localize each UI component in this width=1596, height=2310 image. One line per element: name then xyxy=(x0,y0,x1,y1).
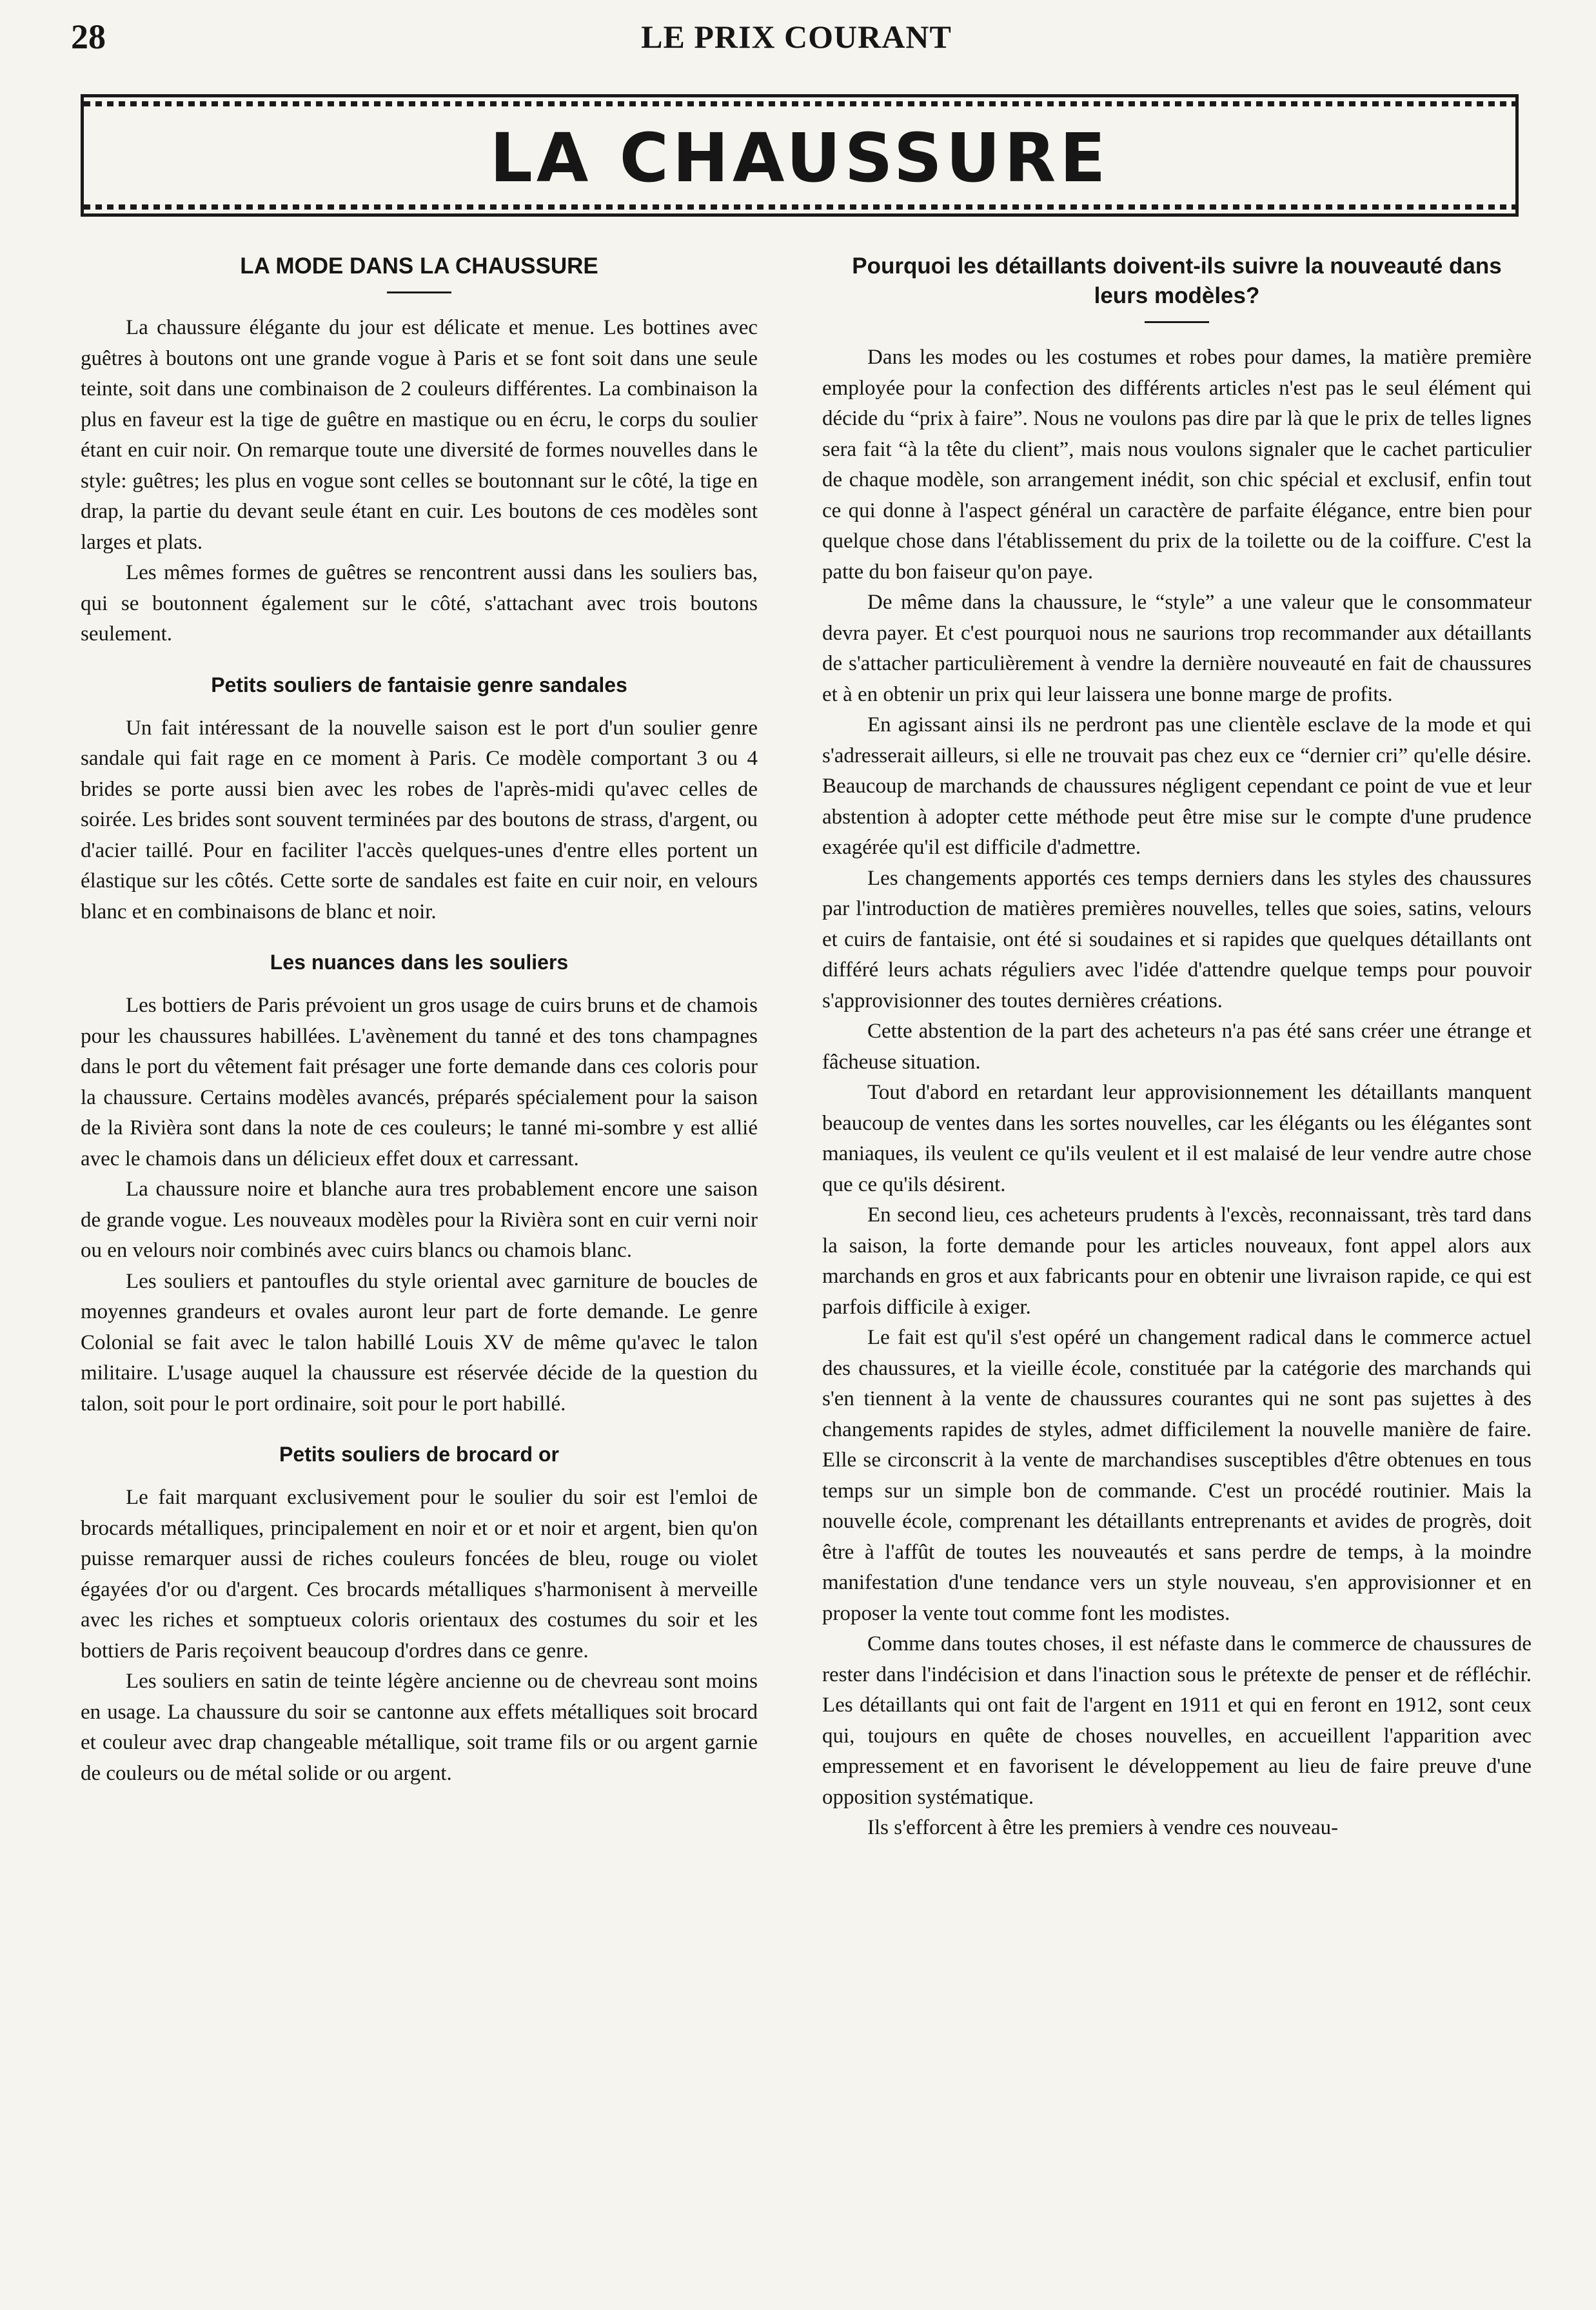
journal-title: LE PRIX COURANT xyxy=(641,19,952,55)
left-article-title: LA MODE DANS LA CHAUSSURE xyxy=(240,253,598,279)
paragraph: Dans les modes ou les costumes et robes pour dames, la matière première employée pour la confection des différents articles n'est pas le seul élément qui décide du “prix à faire”. Nous ne voulons pas dire par là que le prix de telles lignes sera fait “à la tête du client”, mais nous voulons signaler que le cachet particulier de chaque modèle, son arrangement inédit, son chic spécial et exclusif, enfin tout ce qui donne à l'aspect général un caractère de parfaite élégance, entre bien pour quelque chose dans l'établissement du prix de la toilette ou de la coiffure. C'est la patte du bon faiseur qu'on paye. xyxy=(822,346,1532,584)
main-title: LA CHAUSSURE xyxy=(489,119,1110,197)
title-rule xyxy=(1145,321,1209,323)
paragraph: La chaussure noire et blanche aura tres probablement encore une saison de grande vogue. Les nouveaux modèles pour la Rivièra sont en cuir verni noir ou en velours noir combinés avec cuirs blancs ou chamois blanc. xyxy=(81,1178,758,1262)
paragraph: Les bottiers de Paris prévoient un gros usage de cuirs bruns et de chamois pour les chaussures habillées. L'avènement du tanné et des tons champagnes dans le port du vêtement fait présager une forte demande dans ces coloris pour la chaussure. Certains modèles avancés, préparés spécialement pour la saison de la Rivièra sont dans la note de ces couleurs; le tanné mi-sombre y est allié avec le chamois dans un délicieux effet doux et carressant. xyxy=(81,994,758,1170)
page-number: 28 xyxy=(71,17,106,56)
title-frame xyxy=(81,94,1519,217)
right-article-title: Pourquoi les détaillants doivent-ils suivre la nouveauté dans leurs modèles? xyxy=(852,253,1502,308)
right-column xyxy=(822,252,1532,1844)
paragraph: En second lieu, ces acheteurs prudents à l'excès, reconnaissant, très tard dans la saison, la forte demande pour les articles nouveaux, font appel alors aux marchands en gros et aux fabricants pour en obtenir une livraison rapide, ce qui est parfois difficile à exiger. xyxy=(822,1203,1532,1319)
paragraph: Les souliers et pantoufles du style oriental avec garniture de boucles de moyennes grandeurs et ovales auront leur part de forte demande. Le genre Colonial se fait avec le talon habillé Louis XV de même qu'avec le talon militaire. L'usage auquel la chaussure est réservée décide de la question du talon, soit pour le port ordinaire, soit pour le port habillé. xyxy=(81,1269,758,1416)
paragraph: Ils s'efforcent à être les premiers à vendre ces nouveau- xyxy=(867,1816,1339,1839)
paragraph: Les mêmes formes de guêtres se rencontrent aussi dans les souliers bas, qui se boutonnent également sur le côté, s'attachant avec trois boutons seulement. xyxy=(81,561,758,646)
paragraph: Cette abstention de la part des acheteurs n'a pas été sans créer une étrange et fâcheuse situation. xyxy=(822,1020,1532,1074)
paragraph: Comme dans toutes choses, il est néfaste dans le commerce de chaussures de rester dans l'indécision et dans l'inaction sous le prétexte de penser et de réfléchir. Les détaillants qui ont fait de l'argent en 1911 et qui en feront en 1912, sont ceux qui, toujours en quête de choses nouvelles, en accueillent l'apparition avec empressement et en favorisent le développement au lieu de faire preuve d'une opposition systématique. xyxy=(822,1632,1532,1809)
section-heading: Petits souliers de fantaisie genre sandales xyxy=(211,673,627,696)
paragraph: Les souliers en satin de teinte légère ancienne ou de chevreau sont moins en usage. La chaussure du soir se cantonne aux effets métalliques soit brocard et couleur avec drap changeable métallique, soit trame fils or ou argent garnie de couleurs ou de métal solide or ou argent. xyxy=(81,1670,758,1785)
paragraph: Le fait est qu'il s'est opéré un changement radical dans le commerce actuel des chaussures, et la vieille école, constituée par la catégorie des marchands qui s'en tiennent à la vente de chaussures courantes qui ne sont pas sujettes à des changements rapides de styles, admet difficilement la nouvelle manière de faire. Elle se circonscrit à la vente de marchandises susceptibles d'être obtenues en tous temps sur un simple bon de commande. C'est un procédé routinier. Mais la nouvelle école, comprenant les détaillants entreprenants et avides de progrès, doit être à l'affût de toutes les nouveautés et sans perdre de temps, à la moindre manifestation d'une tendance vers un style nouveau, s'en approvisionner et en proposer la vente tout comme font les modistes. xyxy=(822,1326,1532,1625)
paragraph: Le fait marquant exclusivement pour le soulier du soir est l'emloi de brocards métalliques, principalement en noir et or et noir et argent, bien qu'on puisse remarquer aussi de riches couleurs foncées de bleu, rouge ou violet égayées d'or ou d'argent. Ces brocards métalliques s'harmonisent à merveille avec les riches et somptueux coloris orientaux des costumes du soir et les bottiers de Paris reçoivent beaucoup d'ordres dans ce genre. xyxy=(81,1486,758,1663)
paragraph: De même dans la chaussure, le “style” a une valeur que le consommateur devra payer. Et c'est pourquoi nous ne saurions trop recommander aux détaillants de s'attacher particulièrement à vendre la dernière nouveauté en fait de chaussures et à en obtenir un prix qui leur laissera une bonne marge de profits. xyxy=(822,591,1532,706)
paragraph: En agissant ainsi ils ne perdront pas une clientèle esclave de la mode et qui s'adresserait ailleurs, si elle ne trouvait pas chez eux ce “dernier cri” qu'elle désire. Beaucoup de marchands de chaussures négligent cependant ce point de vue et leur abstention à adopter cette méthode peut être mise sur le compte d'une prudence exagérée qu'il est difficile d'admettre. xyxy=(822,713,1532,859)
section-heading: Les nuances dans les souliers xyxy=(270,951,569,974)
title-rule xyxy=(387,291,451,293)
left-column xyxy=(81,252,758,1789)
section-heading: Petits souliers de brocard or xyxy=(279,1443,559,1466)
paragraph: Les changements apportés ces temps derniers dans les styles des chaussures par l'introduction de matières premières nouvelles, telles que soies, satins, velours et cuirs de fantaisie, ont été si soudaines et si rapides que quelques détaillants ont différé leurs achats réguliers avec l'idée d'attendre quelque temps pour pouvoir s'approvisionner des toutes dernières créations. xyxy=(822,866,1532,1012)
page-header xyxy=(71,17,1522,62)
paragraph: La chaussure élégante du jour est délicate et menue. Les bottines avec guêtres à boutons ont une grande vogue à Paris et se font soit dans une seule teinte, soit dans une combinaison de 2 couleurs différentes. La combinaison la plus en faveur est la tige de guêtre en mastique ou en écru, le corps du soulier étant en cuir noir. On remarque toute une diversité de formes nouvelles dans le style: guêtres; les plus en vogue sont celles se boutonnant sur le côté, la tige en drap, la partie du devant seule étant en cuir. Les boutons de ces modèles sont larges et plats. xyxy=(81,316,758,554)
paragraph: Un fait intéressant de la nouvelle saison est le port d'un soulier genre sandale qui fait rage en ce moment à Paris. Ce modèle comportant 3 ou 4 brides se porte aussi bien avec les robes de l'après-midi qu'avec celles de soirée. Les brides sont souvent terminées par des boutons de strass, d'argent, ou d'acier taillé. Pour en faciliter l'accès quelques-unes d'entre elles portent un élastique sur les côtés. Cette sorte de sandales est faite en cuir noir, en velours blanc et en combinaisons de blanc et noir. xyxy=(81,716,758,923)
paragraph: Tout d'abord en retardant leur approvisionnement les détaillants manquent beaucoup de ventes dans les sortes nouvelles, car les élégants ou les élégantes sont maniaques, ils veulent ce qu'ils veulent et il est malaisé de leur vendre autre chose que ce qu'ils désirent. xyxy=(822,1081,1532,1196)
